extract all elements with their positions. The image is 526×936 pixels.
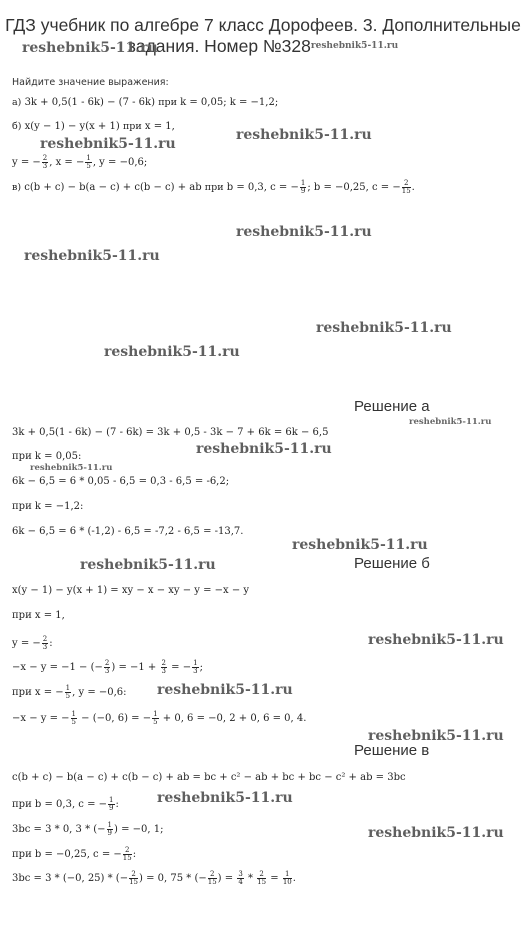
watermark: reshebnik5-11.ru xyxy=(196,441,332,457)
solution-v-line3: 3bc = 3 * (−0, 25) * (− $\frac{2}{15}$ ) = 0, 75 * (− $\frac{2}{15}$ ) = $\frac{3}{4}$ * $\frac{2}{15}$ = $\frac{1}{10}$ . xyxy=(12,870,296,886)
watermark: reshebnik5-11.ru xyxy=(80,557,216,573)
solution-b-line1: x(y − 1) − y(x + 1) = xy − x − xy − y = −x − y xyxy=(12,585,250,596)
task-a-expr: 3k + 0,5(1 - 6k) − (7 - 6k) xyxy=(24,97,156,108)
fraction: $\frac{2}{3}$ xyxy=(42,635,48,651)
solution-b-cond3: при x = − $\frac{1}{5}$ , y = −0,6: xyxy=(12,684,127,700)
fraction: $\frac{2}{3}$ xyxy=(42,154,48,170)
task-v: в) c(b + c) − b(a − c) + c(b − c) + ab при b = 0,3, c = − $\frac{1}{9}$ ; b = −0,25, c = − $\frac{2}{15}$ . xyxy=(12,179,415,195)
task-a-cond: k = 0,05; k = −1,2; xyxy=(180,97,279,108)
solution-a-line3: 6k − 6,5 = 6 * (-1,2) - 6,5 = -7,2 - 6,5 = -13,7. xyxy=(12,526,244,537)
solution-v-heading: Решение в xyxy=(354,742,430,759)
watermark: reshebnik5-11.ru xyxy=(316,320,452,336)
watermark: reshebnik5-11.ru xyxy=(236,127,372,143)
watermark: reshebnik5-11.ru xyxy=(157,682,293,698)
task-b-expr: x(y − 1) − y(x + 1) xyxy=(24,121,120,132)
watermark: reshebnik5-11.ru xyxy=(368,632,504,648)
watermark: reshebnik5-11.ru xyxy=(157,790,293,806)
fraction: $\frac{1}{3}$ xyxy=(193,659,198,675)
solution-a-cond2: при k = −1,2: xyxy=(12,501,84,512)
watermark-small: reshebnik5-11.ru xyxy=(30,463,113,473)
task-b: б) x(y − 1) − y(x + 1) при x = 1, xyxy=(12,121,175,132)
watermark: reshebnik5-11.ru xyxy=(22,40,158,56)
fraction: $\frac{1}{9}$ xyxy=(109,796,114,812)
fraction: $\frac{1}{5}$ xyxy=(65,684,71,700)
solution-b-line3: −x − y = − $\frac{1}{5}$ − (−0, 6) = − $\frac{1}{5}$ + 0, 6 = −0, 2 + 0, 6 = 0, 4. xyxy=(12,710,307,726)
fraction: $\frac{2}{3}$ xyxy=(104,659,110,675)
fraction: $\frac{2}{15}$ xyxy=(257,870,267,886)
solution-v-line1: c(b + c) − b(a − c) + c(b − c) + ab = bc + c² − ab + bc + bc − c² + ab = 3bc xyxy=(12,772,406,783)
watermark: reshebnik5-11.ru xyxy=(236,224,372,240)
watermark: reshebnik5-11.ru xyxy=(24,248,160,264)
fraction: $\frac{1}{10}$ xyxy=(282,870,292,886)
solution-v-cond1: при b = 0,3, c = − $\frac{1}{9}$ : xyxy=(12,796,119,812)
solution-b-heading: Решение б xyxy=(354,555,430,572)
watermark: reshebnik5-11.ru xyxy=(368,825,504,841)
solution-a-heading: Решение а xyxy=(354,398,430,415)
task-b-cond2: y = − $\frac{2}{3}$ , x = − $\frac{1}{5}$ , y = −0,6; xyxy=(12,154,148,170)
page-title-line1: ГДЗ учебник по алгебре 7 класс Дорофеев. 3. Дополнительные xyxy=(5,15,521,35)
watermark: reshebnik5-11.ru xyxy=(292,537,428,553)
task-a: а) 3k + 0,5(1 - 6k) − (7 - 6k) при k = 0,05; k = −1,2; xyxy=(12,97,279,108)
solution-a-line1: 3k + 0,5(1 - 6k) − (7 - 6k) = 3k + 0,5 - 3k − 7 + 6k = 6k − 6,5 xyxy=(12,427,329,438)
fraction: $\frac{2}{15}$ xyxy=(129,870,139,886)
fraction: $\frac{2}{15}$ xyxy=(122,846,132,862)
watermark: reshebnik5-11.ru xyxy=(104,344,240,360)
fraction: $\frac{2}{15}$ xyxy=(401,179,411,195)
watermark-small: reshebnik5-11.ru xyxy=(409,417,492,427)
solution-a-line2: 6k − 6,5 = 6 * 0,05 - 6,5 = 0,3 - 6,5 = -6,2; xyxy=(12,476,230,487)
page-title-number: задания. Номер №328 xyxy=(127,36,311,56)
task-b-cond1: x = 1, xyxy=(144,121,175,132)
fraction: $\frac{2}{15}$ xyxy=(207,870,217,886)
solution-v-cond2: при b = −0,25, c = − $\frac{2}{15}$ : xyxy=(12,846,137,862)
fraction: $\frac{1}{5}$ xyxy=(153,710,158,726)
task-intro: Найдите значение выражения: xyxy=(12,77,169,88)
fraction: $\frac{1}{9}$ xyxy=(300,179,306,195)
task-v-expr: c(b + c) − b(a − c) + c(b − c) + ab xyxy=(24,182,202,193)
solution-b-cond1: при x = 1, xyxy=(12,610,65,621)
fraction: $\frac{2}{3}$ xyxy=(161,659,166,675)
solution-b-line2: −x − y = −1 − (− $\frac{2}{3}$ ) = −1 + $\frac{2}{3}$ = − $\frac{1}{3}$ ; xyxy=(12,659,203,675)
solution-a-cond1: при k = 0,05: xyxy=(12,451,82,462)
watermark: reshebnik5-11.ru xyxy=(368,728,504,744)
fraction: $\frac{1}{5}$ xyxy=(71,710,76,726)
fraction: $\frac{3}{4}$ xyxy=(238,870,243,886)
fraction: $\frac{1}{5}$ xyxy=(86,154,91,170)
solution-v-line2: 3bc = 3 * 0, 3 * (− $\frac{1}{9}$ ) = −0, 1; xyxy=(12,821,164,837)
title-brand-watermark: reshebnik5-11.ru xyxy=(310,41,399,51)
watermark: reshebnik5-11.ru xyxy=(40,136,176,152)
fraction: $\frac{1}{9}$ xyxy=(107,821,113,837)
solution-b-cond2: y = − $\frac{2}{3}$ : xyxy=(12,635,53,651)
